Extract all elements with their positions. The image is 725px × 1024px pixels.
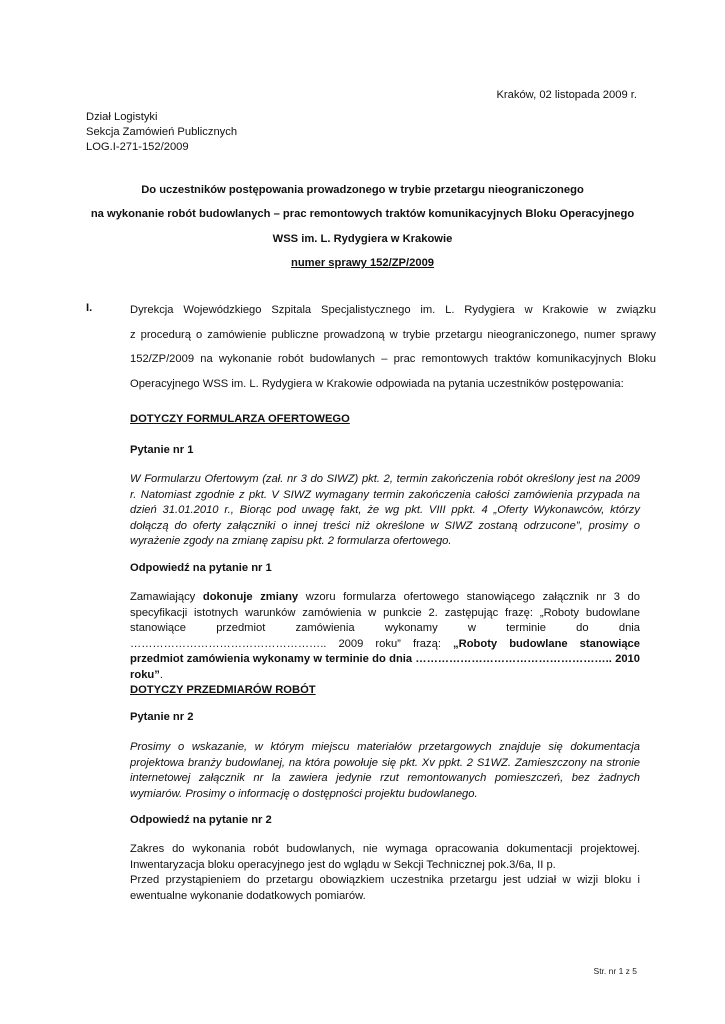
intro-line: Operacyjnego WSS im. L. Rydygiera w Krakowie odpowiada na pytania uczestników postępowania: [130, 377, 624, 390]
intro-line: z procedurą o zamówienie publiczne prowadzoną w trybie przetargu nieograniczonego, numer sprawy [130, 328, 656, 341]
page-number: Str. nr 1 z 5 [593, 966, 637, 976]
sender-department: Dział Logistyki [86, 111, 158, 123]
answer-2-label: Odpowiedź na pytanie nr 2 [130, 814, 272, 826]
question-1-text [130, 472, 640, 550]
intro-line: Dyrekcja Wojewódzkiego Szpitala Specjalistycznego im. L. Rydygiera w Krakowie w związku [130, 304, 656, 316]
sender-section: Sekcja Zamówień Publicznych [86, 126, 238, 138]
title-line-2: na wykonanie robót budowlanych – prac remontowych traktów komunikacyjnych Bloku Operacyjnego [90, 208, 635, 220]
question-1-label: Pytanie nr 1 [130, 444, 194, 456]
question-1-body: W Formularzu Ofertowym (zał. nr 3 do SIWZ) pkt. 2, termin zakończenia robót określony jest na 2009 r. Natomiast zgodnie z pkt. V SIWZ wymagany termin zakończenia całości zamówienia przypada na dzień 31.01.2010 r., Biorąc pod uwagę fakt, że wg pkt. VIII ppkt. 4 „Oferty Wykonawców, którzy dołączą do oferty załączniki o innej treści niż określone w SIWZ zostaną odrzucone”, prosimy o wyrażenie zgody na zmianę zapisu pkt. 2 formularza ofertowego. [130, 473, 640, 548]
question-2-body: Prosimy o wskazanie, w którym miejscu materiałów przetargowych znajduje się dokumentacja projektowa branży budowlanej, na która powołuje się pkt. Xv ppkt. 2 S1WZ. Zamieszczony na stronie internetowej załącznik nr la zawiera jedynie rzut remontowanych pomieszczeń, bez żadnych wymiarów. Prosimy o informację o dostępności projektu budowlanego. [130, 741, 640, 800]
answer-2-text [130, 842, 640, 904]
title-line-1: Do uczestników postępowania prowadzonego w trybie przetargu nieograniczonego [141, 184, 584, 196]
answer-1-period: . [159, 668, 163, 681]
answer-1-emphasis: dokonuje zmiany [202, 591, 299, 603]
intro-line: 152/ZP/2009 na wykonanie robót budowlanych – prac remontowych traktów komunikacyjnych Bloku [130, 353, 656, 365]
answer-1-text [130, 590, 640, 684]
answer-2-paragraph-1: Zakres do wykonania robót budowlanych, nie wymaga opracowania dokumentacji projektowej. Inwentaryzacja bloku operacyjnego jest do wglądu w Sekcji Technicznej pok.3/6a, II p. [130, 843, 640, 871]
title-line-3: WSS im. L. Rydygiera w Krakowie [272, 233, 453, 245]
answer-1-body [130, 590, 640, 684]
case-number: numer sprawy 152/ZP/2009 [290, 257, 435, 269]
question-2-text [130, 740, 640, 802]
answer-1-part-a: Zamawiający [130, 591, 203, 603]
heading-offer-form: DOTYCZY FORMULARZA OFERTOWEGO [130, 413, 350, 425]
question-2-label: Pytanie nr 2 [130, 711, 194, 723]
letter-date: Kraków, 02 listopada 2009 r. [496, 89, 637, 101]
section-numeral: I. [86, 302, 93, 314]
intro-paragraph [130, 298, 656, 396]
sender-reference: LOG.I-271-152/2009 [86, 141, 189, 153]
answer-2-paragraph-2: Przed przystąpieniem do przetargu obowiązkiem uczestnika przetargu jest udział w wizji bloku i ewentualne wykonanie dodatkowych pomiarów. [130, 874, 640, 902]
answer-1-label: Odpowiedź na pytanie nr 1 [130, 562, 272, 574]
answer-1-part-c: wzoru formularza ofertowego stanowiącego załącznik nr 3 do specyfikacji istotnych warunków zamówienia w punkcie 2. zastępując frazę: „Roboty budowlane stanowiące przedmiot zamówienia wykonamy w terminie do dnia …………………………………………….. 2009 roku” frazą: [130, 591, 640, 650]
heading-bill-of-quantities: DOTYCZY PRZEDMIARÓW ROBÓT [130, 684, 316, 696]
sender-block [86, 110, 237, 155]
answer-1-new-phrase: „Roboty budowlane stanowiące przedmiot zamówienia wykonamy w terminie do dnia …………………………………………….. 2010 roku” [130, 637, 640, 681]
